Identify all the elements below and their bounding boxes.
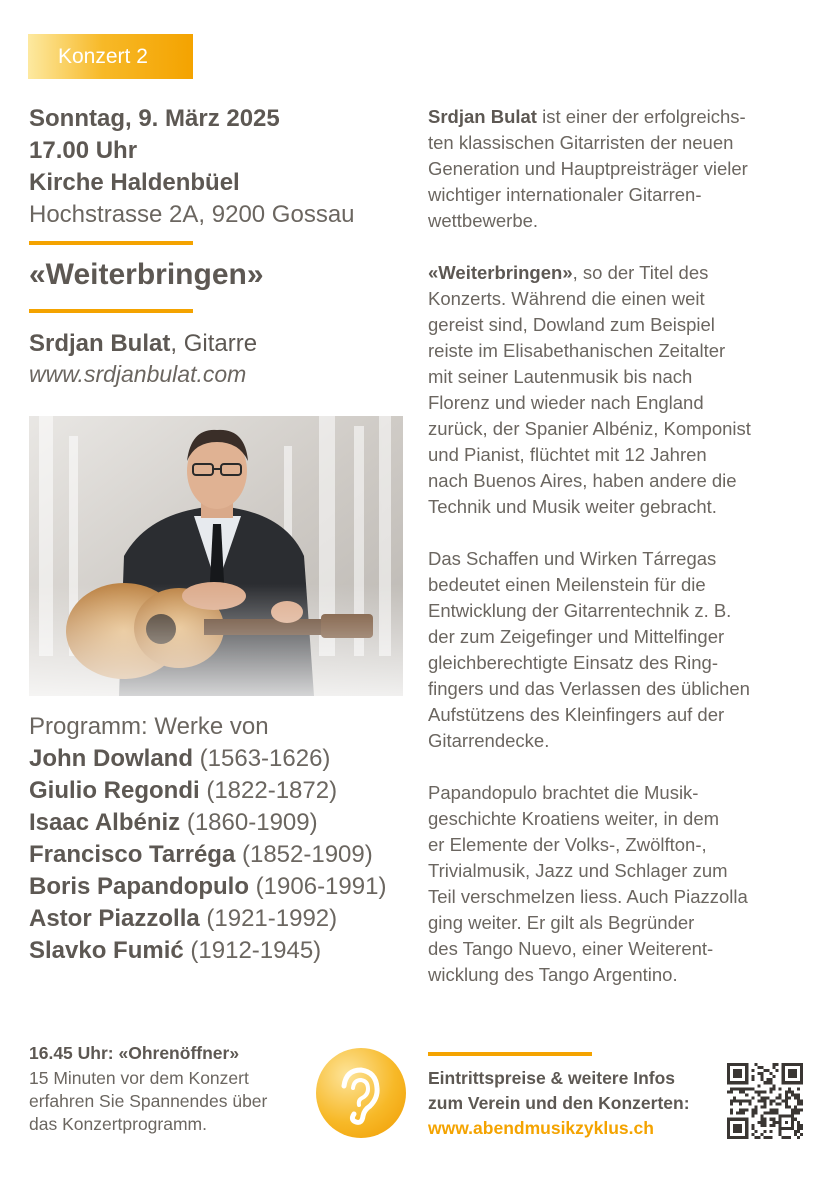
program-item: [29, 743, 409, 775]
info-line1: Eintrittspreise & weitere Infos: [428, 1068, 676, 1088]
concert-title: «Weiterbringen»: [29, 258, 264, 291]
ohrenoeffner: [29, 1043, 319, 1136]
text-line: wettbewerbe.: [428, 210, 539, 231]
divider-info: [428, 1052, 592, 1056]
paragraph-artist: [428, 104, 818, 234]
composer-years: (1921-1992): [199, 905, 338, 932]
paragraph-title-bold: «Weiterbringen»: [428, 262, 573, 283]
text-line: Trivialmusik, Jazz und Schlager zum: [428, 860, 728, 881]
text-line: das Konzertprogramm.: [29, 1114, 207, 1134]
composer-name: Isaac Albéniz: [29, 809, 181, 836]
ohrenoeffner-text: [29, 1067, 319, 1136]
program-item: [29, 871, 409, 903]
text-line: und Pianist, flüchtet mit 12 Jahren: [428, 444, 707, 465]
info-line2: zum Verein und den Konzerten:: [428, 1093, 690, 1113]
text-line: Entwicklung der Gitarrentechnik z. B.: [428, 600, 732, 621]
text-line: zurück, der Spanier Albéniz, Komponist: [428, 418, 751, 439]
text-line: Teil verschmelzen liess. Auch Piazzolla: [428, 886, 748, 907]
event-address: Hochstrasse 2A, 9200 Gossau: [29, 201, 355, 228]
paragraph-title: [428, 260, 818, 520]
composer-name: John Dowland: [29, 745, 193, 772]
composer-name: Astor Piazzolla: [29, 905, 200, 932]
info-block: [428, 1066, 728, 1141]
text-line: 15 Minuten vor dem Konzert: [29, 1068, 249, 1088]
text-line: nach Buenos Aires, haben andere die: [428, 470, 737, 491]
composer-years: (1860-1909): [180, 809, 318, 836]
program-item: [29, 903, 409, 935]
text-line: reiste im Elisabethanischen Zeitalter: [428, 340, 726, 361]
text-line: Gitarrendecke.: [428, 730, 550, 751]
composer-years: (1852-1909): [235, 841, 373, 868]
text-line: gleichberechtigte Einsatz des Ring-: [428, 652, 718, 673]
text-line: ten klassischen Gitarristen der neuen: [428, 132, 734, 153]
composer-name: Slavko Fumić: [29, 937, 184, 964]
text-line: Technik und Musik weiter gebracht.: [428, 496, 717, 517]
text-line: Florenz und wieder nach England: [428, 392, 704, 413]
text-line: , so der Titel des: [572, 262, 709, 283]
composer-years: (1912-1945): [183, 937, 322, 964]
program-item: [29, 807, 409, 839]
program-item: [29, 839, 409, 871]
composer-years: (1563-1626): [193, 745, 331, 772]
composer-years: (1822-1872): [199, 777, 338, 804]
description: [428, 104, 818, 988]
text-line: bedeutet einen Meilenstein für die: [428, 574, 706, 595]
composer-name: Giulio Regondi: [29, 777, 200, 804]
text-line: der zum Zeigefinger und Mittelfinger: [428, 626, 725, 647]
composer-years: (1906-1991): [249, 873, 387, 900]
event-time: 17.00 Uhr: [29, 137, 138, 164]
text-line: gereist sind, Dowland zum Beispiel: [428, 314, 715, 335]
event-info: [29, 103, 409, 231]
artist-name: Srdjan Bulat: [29, 330, 171, 357]
text-line: mit seiner Lautenmusik bis nach: [428, 366, 693, 387]
text-line: wichtiger internationaler Gitarren-: [428, 184, 702, 205]
paragraph-tarrega: [428, 546, 818, 754]
artist-instrument: , Gitarre: [170, 330, 258, 357]
event-venue: Kirche Haldenbüel: [29, 169, 240, 196]
program-item: [29, 935, 409, 967]
ear-icon: [316, 1048, 406, 1138]
artist-photo: [29, 416, 403, 696]
text-line: Aufstützens des Kleinfingers auf der: [428, 704, 725, 725]
info-url[interactable]: www.abendmusikzyklus.ch: [428, 1118, 654, 1138]
text-line: geschichte Kroatiens weiter, in dem: [428, 808, 720, 829]
divider-top: [29, 241, 193, 245]
event-date: Sonntag, 9. März 2025: [29, 105, 280, 132]
concert-badge: Konzert 2: [28, 34, 193, 79]
text-line: wicklung des Tango Argentino.: [428, 964, 678, 985]
text-line: fingers und das Verlassen des üblichen: [428, 678, 750, 699]
artist-website[interactable]: www.srdjanbulat.com: [29, 361, 247, 387]
text-line: ist einer der erfolgreichs-: [536, 106, 746, 127]
text-line: des Tango Nuevo, einer Weiterent-: [428, 938, 714, 959]
program-heading: Programm: Werke von: [29, 713, 269, 740]
text-line: er Elemente der Volks-, Zwölfton-,: [428, 834, 707, 855]
paragraph-papandopulo: [428, 780, 818, 988]
program-item: [29, 775, 409, 807]
artist-line: [29, 328, 257, 359]
text-line: Konzerts. Während die einen weit: [428, 288, 705, 309]
program: [29, 711, 409, 967]
text-line: Das Schaffen und Wirken Tárregas: [428, 548, 717, 569]
text-line: Papandopulo brachtet die Musik-: [428, 782, 699, 803]
text-line: Generation und Hauptpreisträger vieler: [428, 158, 748, 179]
composer-name: Francisco Tarréga: [29, 841, 236, 868]
text-line: erfahren Sie Spannendes über: [29, 1091, 268, 1111]
divider-bottom: [29, 309, 193, 313]
program-list: [29, 743, 409, 967]
text-line: ging weiter. Er gilt als Begründer: [428, 912, 695, 933]
composer-name: Boris Papandopulo: [29, 873, 250, 900]
qr-code: [727, 1063, 803, 1139]
paragraph-artist-bold: Srdjan Bulat: [428, 106, 537, 127]
ohrenoeffner-title: 16.45 Uhr: «Ohrenöffner»: [29, 1043, 240, 1063]
